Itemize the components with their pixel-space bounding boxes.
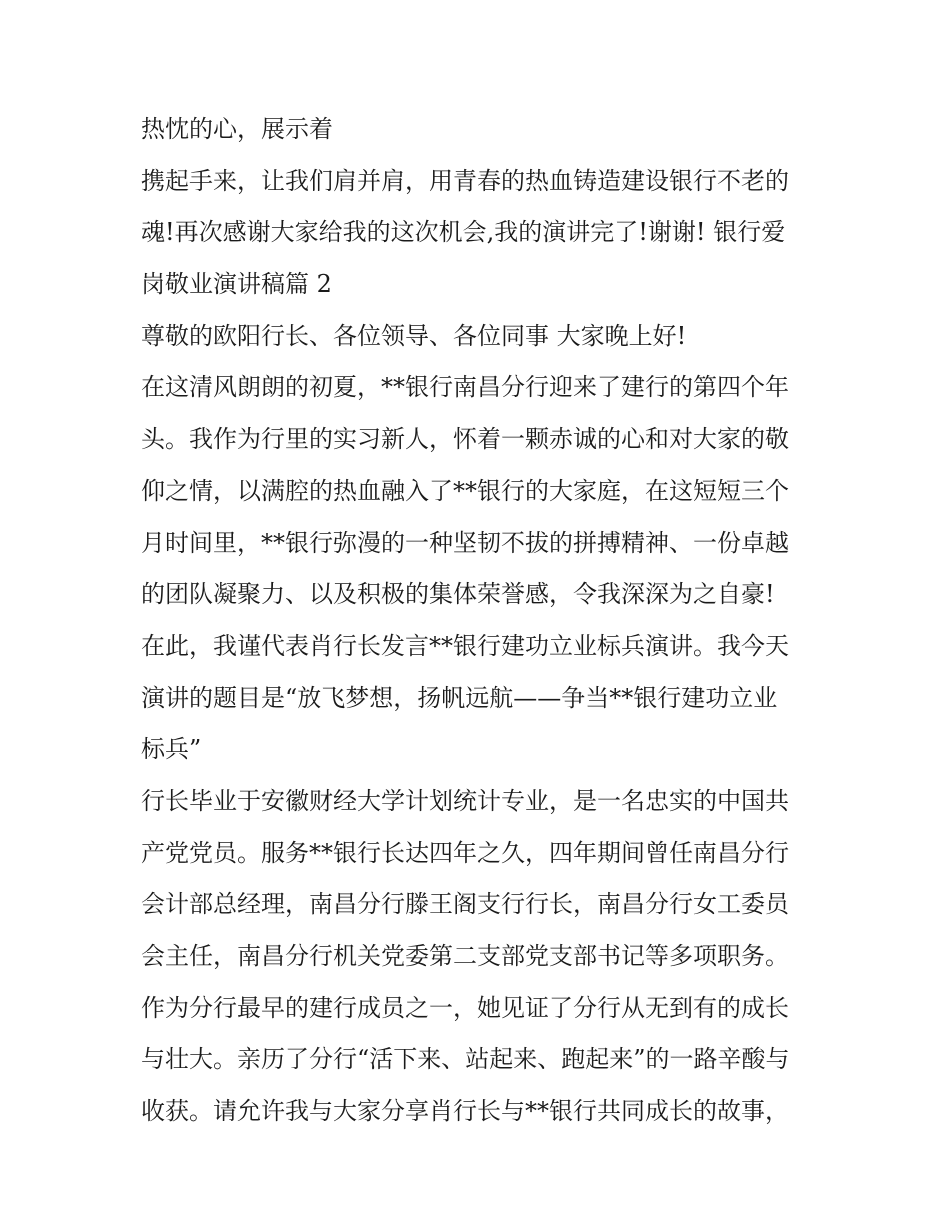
text-line: 月时间里，**银行弥漫的一种坚韧不拔的拼搏精神、一份卓越: [141, 528, 789, 557]
text-line: 会主任，南昌分行机关党委第二支部党支部书记等多项职务。: [141, 942, 789, 970]
text-line: 会计部总经理，南昌分行滕王阁支行行长，南昌分行女工委员: [141, 890, 789, 919]
text-line: 行长毕业于安徽财经大学计划统计专业，是一名忠实的中国共: [141, 786, 789, 815]
speech-text-body: [141, 108, 821, 1142]
text-line: 演讲的题目是“放飞梦想，扬帆远航——争当**银行建功立业: [141, 683, 778, 712]
text-line: 携起手来，让我们肩并肩，用青春的热血铸造建设银行不老的: [141, 166, 789, 195]
text-line: 标兵”: [141, 735, 202, 764]
text-line: 与壮大。亲历了分行“活下来、站起来、跑起来”的一路辛酸与: [141, 1045, 790, 1074]
text-line: 作为分行最早的建行成员之一，她见证了分行从无到有的成长: [141, 993, 789, 1022]
text-line: 头。我作为行里的实习新人，怀着一颗赤诚的心和对大家的敬: [141, 425, 789, 454]
text-line: 热忱的心，展示着: [141, 115, 333, 143]
greeting-line: 尊敬的欧阳行长、各位领导、各位同事 大家晚上好!: [141, 321, 687, 350]
text-line: 的团队凝聚力、以及积极的集体荣誉感，令我深深为之自豪!: [141, 580, 775, 609]
text-line: 在这清风朗朗的初夏，**银行南昌分行迎来了建行的第四个年: [141, 373, 789, 402]
text-line: 在此，我谨代表肖行长发言**银行建功立业标兵演讲。我今天: [141, 631, 789, 660]
text-line: 产党党员。服务**银行长达四年之久，四年期间曾任南昌分行: [141, 838, 789, 867]
text-line: 魂!再次感谢大家给我的这次机会,我的演讲完了!谢谢! 银行爱: [141, 218, 786, 247]
section-title-line: 岗敬业演讲稿篇 2: [141, 270, 332, 299]
text-line: 仰之情，以满腔的热血融入了**银行的大家庭，在这短短三个: [141, 476, 789, 505]
text-line: 收获。请允许我与大家分享肖行长与**银行共同成长的故事，: [141, 1097, 789, 1126]
